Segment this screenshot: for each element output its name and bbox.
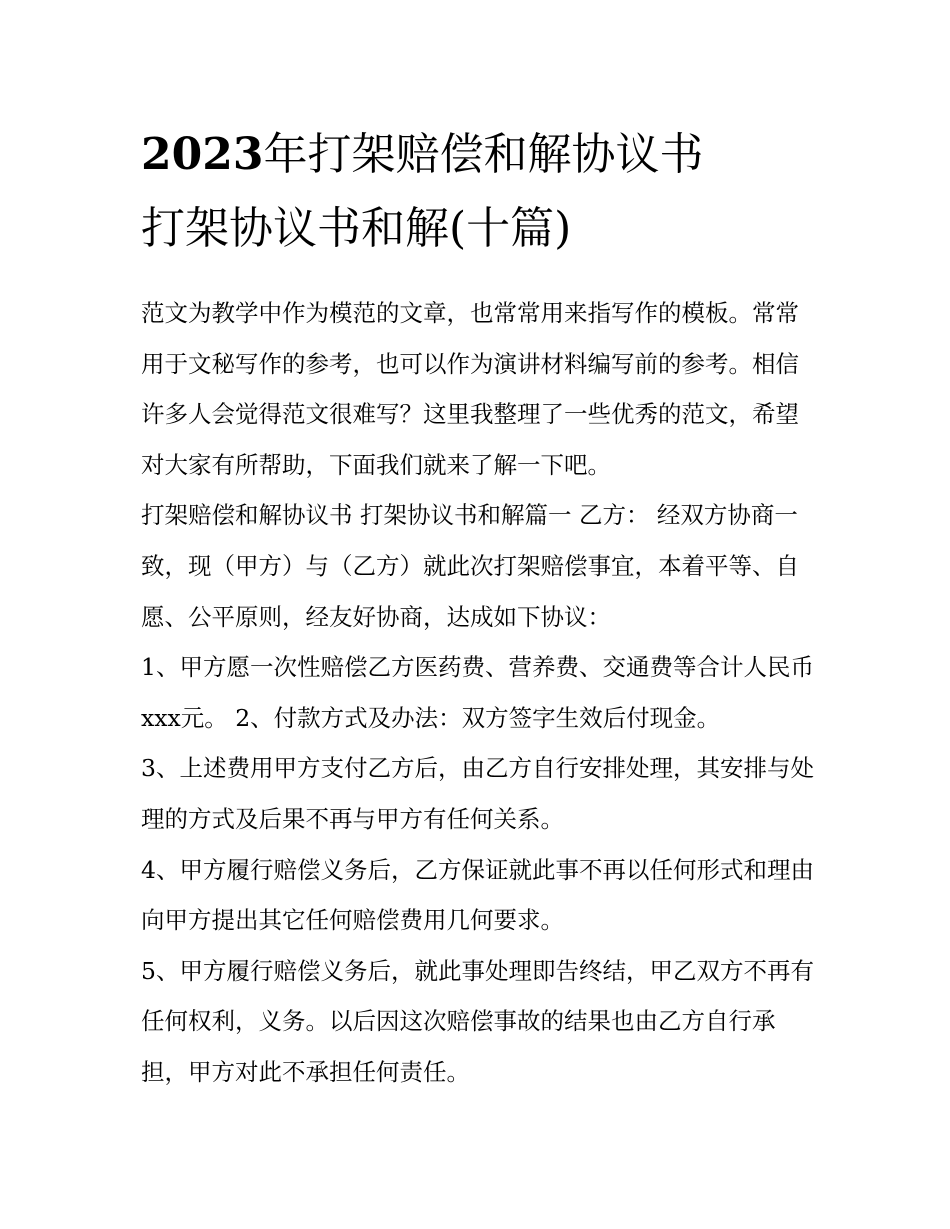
title-year: 2023 [141,129,264,180]
paragraph-clause-1-2: 1、甲方愿一次性赔偿乙方医药费、营养费、交通费等合计人民币xxx元。 2、付款方式及办法：双方签字生效后付现金。 [141,653,814,732]
title-line-1 [141,129,703,180]
paragraph-clause-4: 4、甲方履行赔偿义务后，乙方保证就此事不再以任何形式和理由向甲方提出其它任何赔偿费用几何要求。 [141,855,814,935]
document-title [141,118,821,266]
document-page [141,118,821,1098]
document-body [141,288,821,1098]
title-line-2: 打架协议书和解(十篇) [141,203,572,254]
paragraph-preamble: 打架赔偿和解协议书 打架协议书和解篇一 乙方： 经双方协商一致，现（甲方）与（乙方）就此次打架赔偿事宜，本着平等、自愿、公平原则，经友好协商，达成如下协议： [141,501,799,631]
paragraph-clause-3: 3、上述费用甲方支付乙方后，由乙方自行安排处理，其安排与处理的方式及后果不再与甲方有任何关系。 [141,754,814,833]
paragraph-intro: 范文为教学中作为模范的文章，也常常用来指写作的模板。常常用于文秘写作的参考，也可以作为演讲材料编写前的参考。相信许多人会觉得范文很难写？这里我整理了一些优秀的范文，希望对大家有所帮助，下面我们就来了解一下吧。 [141,299,799,479]
title-line-1-text: 年打架赔偿和解协议书 [263,129,704,180]
paragraph-clause-5: 5、甲方履行赔偿义务后，就此事处理即告终结，甲乙双方不再有任何权利，义务。以后因这次赔偿事故的结果也由乙方自行承担，甲方对此不承担任何责任。 [141,956,814,1086]
